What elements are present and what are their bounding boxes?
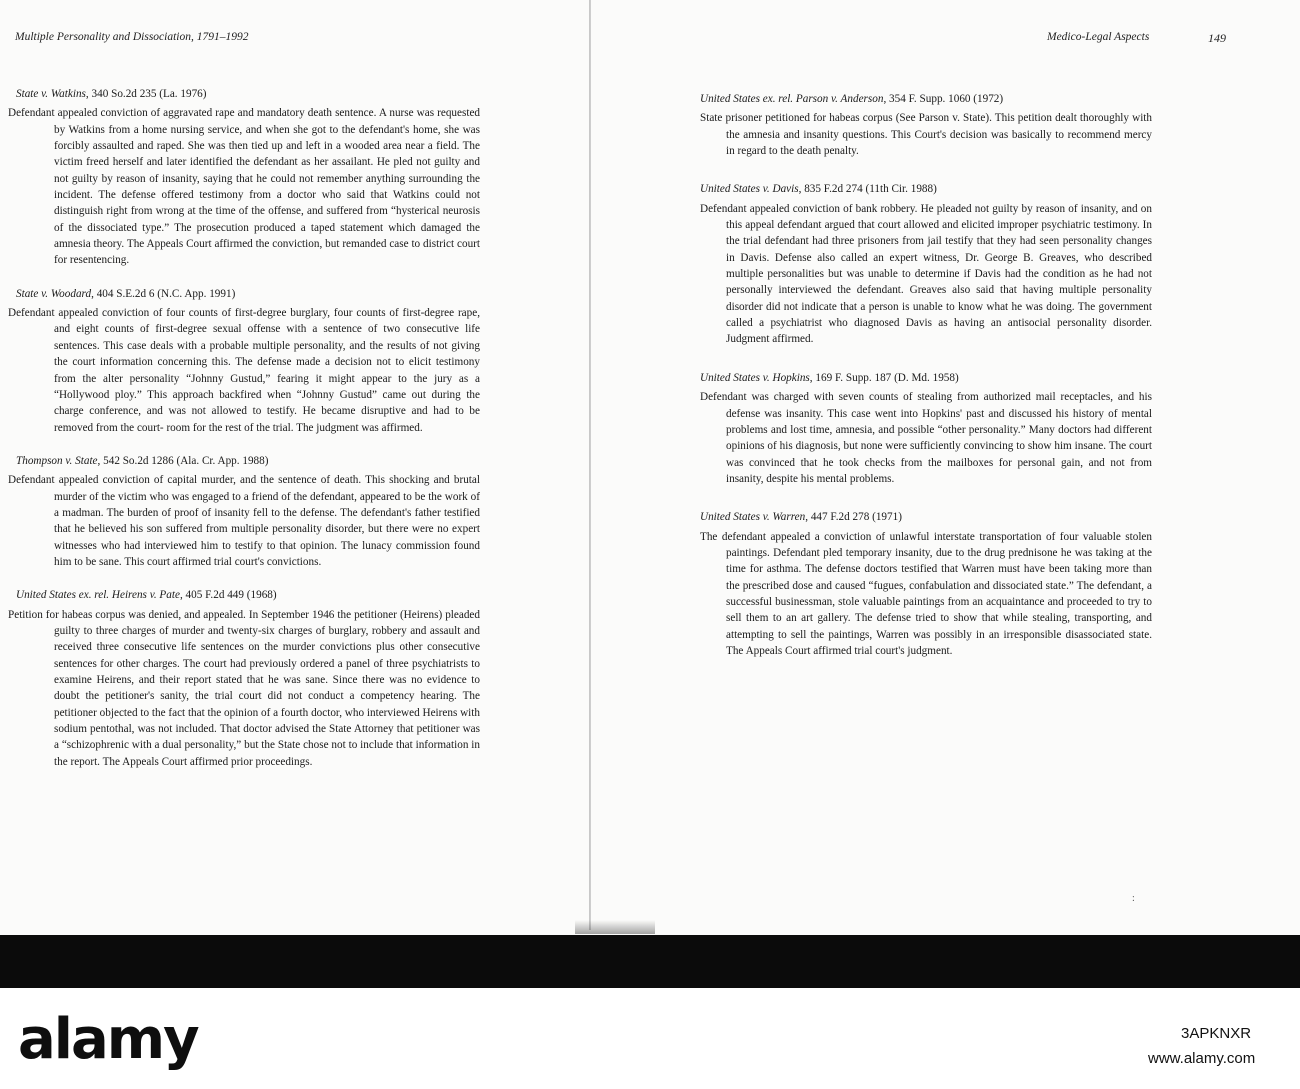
case-entry [700, 91, 1152, 159]
image-id: 3APKNXR [1181, 1025, 1252, 1042]
case-citation [8, 86, 480, 102]
gutter-shadow [575, 920, 655, 934]
case-citation [700, 181, 1152, 197]
case-entry [8, 86, 480, 269]
case-reference: , 542 So.2d 1286 (Ala. Cr. App. 1988) [97, 454, 269, 467]
case-name: United States ex. rel. Heirens v. Pate [16, 589, 180, 602]
case-name: United States v. Hopkins [700, 371, 810, 384]
left-page-column [8, 86, 480, 787]
case-reference: , 354 F. Supp. 1060 (1972) [883, 93, 1004, 105]
right-page-column [700, 91, 1152, 681]
case-name: United States v. Warren [700, 511, 806, 524]
scan-bottom-edge [0, 935, 1300, 988]
case-name: State v. Woodard [16, 287, 92, 300]
case-reference: , 169 F. Supp. 187 (D. Md. 1958) [809, 371, 959, 384]
case-citation [8, 453, 480, 469]
stray-mark: : [1132, 893, 1135, 904]
left-running-header: Multiple Personality and Dissociation, 1791–1992 [15, 31, 249, 43]
case-name: United States v. Davis [700, 183, 799, 196]
case-summary: Defendant appealed conviction of four counts of first-degree burglary, four counts of first-degree rape, and eight counts of first-degree sexual offense with a sentence of two consecutive life sentences. This case deals with a probable multiple personality, and the results of not giving the court information concerning this. The defense made a decision not to elicit testimony from the alter personality “Johnny Gustud,” fearing it might appear to the jury as a “Hollywood ploy.” This approach backfired when “Johnny Gustud” came out during the charge conference, and was not allowed to testify. He became disruptive and had to be removed from the court- room for the rest of the trial. The judgment was affirmed. [8, 307, 480, 434]
case-summary: Defendant appealed conviction of bank robbery. He pleaded not guilty by reason of insanity, and on this appeal defendant argued that court allowed and elicited improper psychiatric testimony. In the trial defendant had three prisoners from jail testify that they had seen personality changes in Davis. Defense also called an expert witness, Dr. George B. Greaves, who described multiple personalities but was unable to determine if Davis had the condition as he had not personally interviewed the defendant. Greaves also said that having multiple personality disorder did not indicate that a person is unable to know what he was doing. The government called a psychiatrist who diagnosed Davis as having an antisocial personality disorder. Judgment affirmed. [700, 202, 1152, 346]
case-summary: Defendant appealed conviction of capital murder, and the sentence of death. This shocking and brutal murder of the victim who was engaged to a friend of the defendant, appeared to be the work of a madman. The burden of proof of insanity fell to the defense. The defendant's father testified that he believed his son suffered from multiple personality disorder, but there were no expert witnesses who had interviewed him to testify to that opinion. The lunacy commission found him to be sane. This court affirmed trial court's convictions. [8, 474, 480, 568]
case-summary: Petition for habeas corpus was denied, and appealed. In September 1946 the petitioner (Heirens) pleaded guilty to three charges of murder and twenty-six charges of burglary, robbery and assault and received three consecutive life sentences on the murder convictions plus other consecutive sentences for other charges. The court had previously ordered a panel of three psychiatrists to examine Heirens, and their report stated that he was sane. Since there was no evidence to doubt the petitioner's sanity, the trial court did not conduct a competency hearing. The petitioner objected to the fact that the opinion of a fourth doctor, who interviewed Heirens with sodium pentothal, was not included. That doctor advised the State Attorney that petitioner was a “schizophrenic with a dual personality,” but the State chose not to include that information in the report. The Appeals Court affirmed prior proceedings. [8, 608, 480, 768]
case-reference: , 405 F.2d 449 (1968) [179, 589, 277, 602]
case-summary: Defendant appealed conviction of aggravated rape and mandatory death sentence. A nurse was requested by Watkins from a home nursing service, and when she got to the defendant's home, she was forcibly assaulted and raped. She was then tied up and left in a wooded area near a field. The victim freed herself and later identified the defendant as her assailant. He pled not guilty and not guilty by reason of insanity, saying that he could not remember anything surrounding the incident. The defense offered testimony from a doctor who said that Watkins could not distinguish right from wrong at the time of the offense, and suffered from “hysterical neurosis of the dissociated type.” The prosecution produced a taped statement which damaged the amnesia theory. The Appeals Court affirmed the conviction, but remanded case to district court for resentencing. [8, 107, 480, 267]
case-name: United States ex. rel. Parson v. Anderson [700, 93, 884, 105]
case-citation [700, 370, 1152, 386]
case-reference: , 340 So.2d 235 (La. 1976) [85, 88, 207, 100]
site-url: www.alamy.com [1148, 1050, 1256, 1067]
case-summary: Defendant was charged with seven counts of stealing from authorized mail receptacles, and his defense was insanity. This case went into Hopkins' past and discussed his history of mental problems and lost time, amnesia, and possible “other personality.” Many doctors had different opinions of his diagnosis, but none were sufficiently convincing to show him insane. The court was convinced that he took checks from the mailboxes for personal gain, and not from insanity, despite his mental problems. [700, 391, 1152, 485]
case-reference: , 404 S.E.2d 6 (N.C. App. 1991) [91, 287, 236, 300]
case-summary: The defendant appealed a conviction of unlawful interstate transportation of four valuable stolen paintings. Defendant pled temporary insanity, due to the drug prednisone he was taking at the time for asthma. The defense doctors testified that Warren must have been taking more than the prescribed dose and caused “fugues, confabulation and dissociated state.” The defendant, a successful businessman, stole valuable paintings from an acquaintance and proceeded to try to sell them to an art gallery. The defense tried to show that while stealing, transporting, and attempting to sell the paintings, Warren was possibly in an irresponsible disassociated state. The Appeals Court affirmed trial court's judgment. [700, 530, 1152, 657]
case-name: Thompson v. State [16, 454, 98, 467]
case-name: State v. Watkins [16, 88, 86, 100]
case-entry [8, 587, 480, 770]
case-citation [700, 509, 1152, 525]
page-number: 149 [1208, 31, 1226, 45]
right-running-header: Medico-Legal Aspects [1047, 31, 1150, 43]
case-citation [8, 587, 480, 603]
book-gutter [589, 0, 591, 930]
case-entry [8, 453, 480, 570]
case-entry [700, 509, 1152, 659]
case-reference: , 447 F.2d 278 (1971) [805, 511, 902, 524]
case-reference: , 835 F.2d 274 (11th Cir. 1988) [798, 183, 937, 196]
case-entry [700, 181, 1152, 347]
case-entry [8, 286, 480, 436]
alamy-logo: alamy [18, 1007, 198, 1072]
case-entry [700, 370, 1152, 487]
case-summary: State prisoner petitioned for habeas corpus (See Parson v. State). This petition dealt thoroughly with the amnesia and insanity questions. This Court's decision was basically to recommend mercy in regard to the death penalty. [700, 112, 1152, 158]
case-citation [700, 91, 1152, 107]
case-citation [8, 286, 480, 302]
